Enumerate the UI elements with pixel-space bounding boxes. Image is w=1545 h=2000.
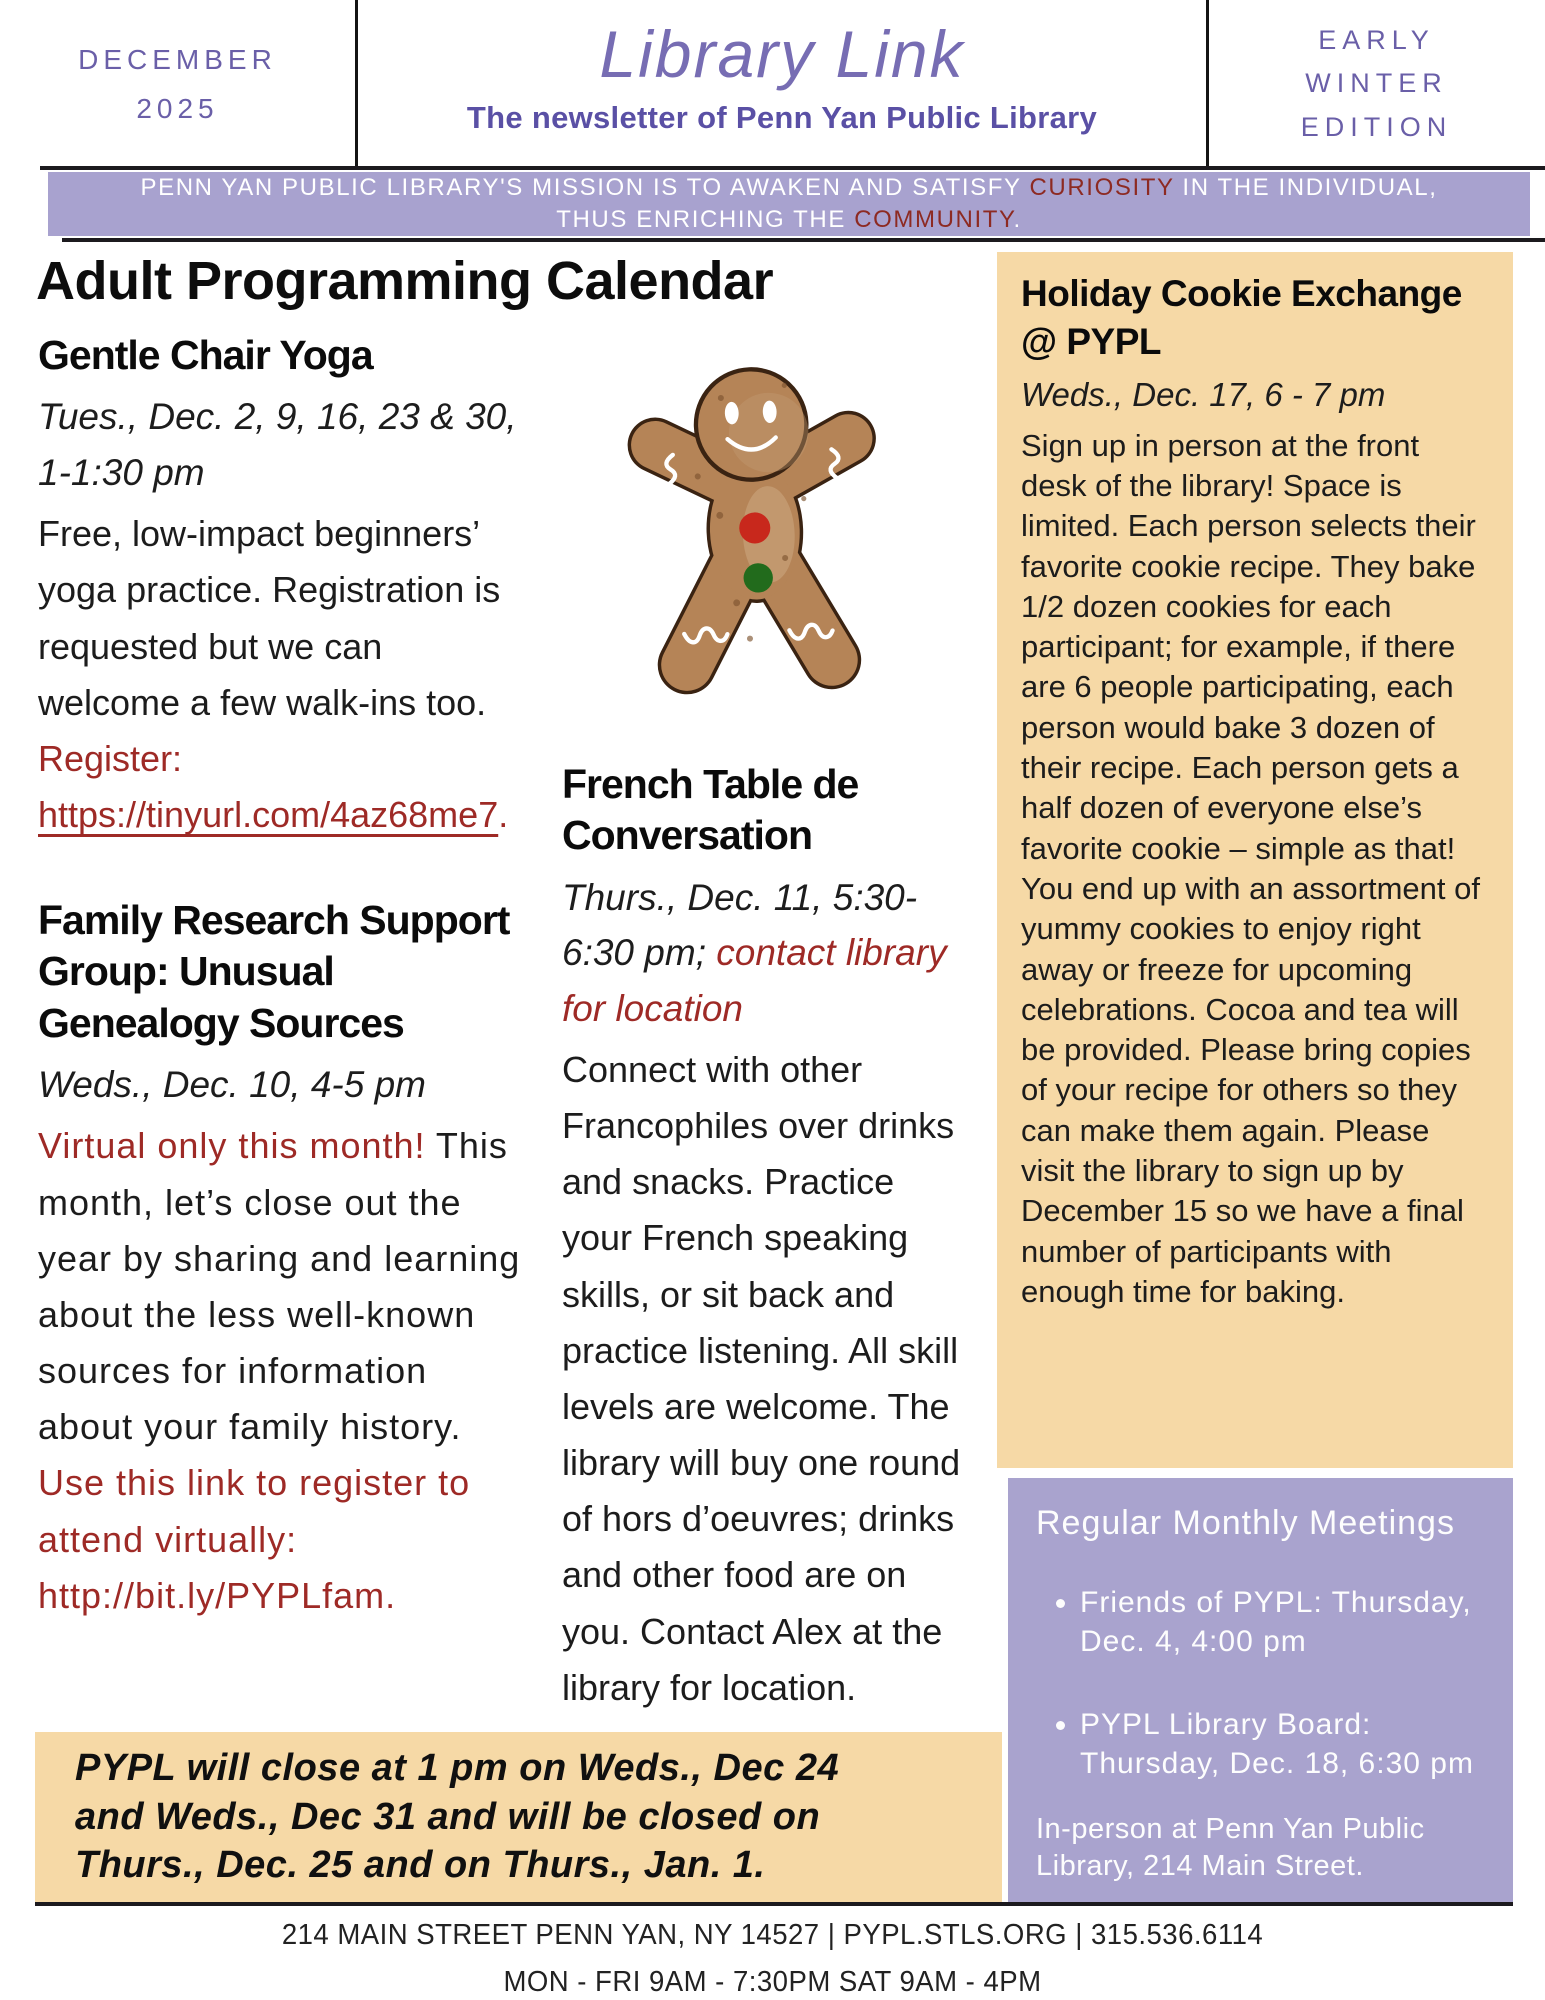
footer-hours-line: MON - FRI 9AM - 7:30PM SAT 9AM - 4PM xyxy=(503,1965,1042,1998)
event-schedule: Weds., Dec. 17, 6 - 7 pm xyxy=(1021,376,1386,414)
footer xyxy=(39,1912,1507,2000)
mission-line-1: PENN YAN PUBLIC LIBRARY'S MISSION IS TO AWAKEN AND SATISFY CURIOSITY IN THE INDIVIDUAL, xyxy=(140,174,1438,202)
register-label: Register: xyxy=(38,737,183,779)
event-title: Holiday Cookie Exchange @ PYPL xyxy=(1021,273,1462,363)
event-title: Gentle Chair Yoga xyxy=(38,332,373,378)
horizontal-rule-top xyxy=(40,166,1545,170)
holiday-closure-notice xyxy=(35,1732,1002,1902)
meeting-item: • PYPL Library Board: Thursday, Dec. 18, 6:30 pm xyxy=(1080,1705,1485,1783)
mission-highlight-curiosity: CURIOSITY xyxy=(1029,174,1175,202)
middle-column xyxy=(562,352,968,1768)
footer-address-line: 214 MAIN STREET PENN YAN, NY 14527 | PYPL.STLS.ORG | 315.536.6114 xyxy=(281,1919,1264,1951)
event-description: Sign up in person at the front desk of the library! Space is limited. Each person selects their favorite cookie recipe. They bake 1/2 dozen cookies for each participant; for example, if there are 6 people participating, each person would bake 3 dozen of their recipe. Each person gets a half dozen of everyone else’s favorite cookie – simple as that! You end up with an assortment of yummy cookies to enjoy right away or freeze for upcoming celebrations. Cocoa and tea will be provided. Please bring copies of your recipe for others so they can make them again. Please visit the library to sign up by December 15 so we have a final number of participants with enough time for baking. xyxy=(1021,427,1480,1309)
event-schedule: Weds., Dec. 10, 4-5 pm xyxy=(38,1063,426,1105)
meetings-title: Regular Monthly Meetings xyxy=(1036,1504,1455,1542)
mission-highlight-community: COMMUNITY xyxy=(854,206,1014,233)
meeting-item: • Friends of PYPL: Thursday, Dec. 4, 4:00 pm xyxy=(1080,1583,1485,1661)
horizontal-rule-footer xyxy=(35,1902,1513,1906)
event-french-table xyxy=(562,759,968,1716)
meetings-location-note: In-person at Penn Yan Public Library, 214 Main Street. xyxy=(1036,1812,1425,1883)
mission-banner xyxy=(48,172,1530,236)
event-schedule: Tues., Dec. 2, 9, 16, 23 & 30, 1-1:30 pm xyxy=(38,396,517,493)
event-description: Free, low-impact beginners’ yoga practice. Registration is requested but we can welcome a few walk-ins too. Register: https://tinyurl.com/4az68me7. xyxy=(38,513,509,836)
page-title: Adult Programming Calendar xyxy=(36,251,774,311)
header-title-cell xyxy=(358,0,1206,168)
left-column xyxy=(38,330,522,1676)
meetings-list xyxy=(1036,1583,1485,1783)
header-divider-left xyxy=(355,0,358,168)
newsletter-title: Library Link xyxy=(599,17,965,91)
location-note: contact library for location xyxy=(562,932,947,1029)
event-gentle-chair-yoga xyxy=(38,330,522,843)
event-description: Virtual only this month! This month, let’s close out the year by sharing and learning about the less well-known sources for information about your family history. Use this link to register to attend virtually: http://bit.ly/PYPLfam. xyxy=(38,1125,521,1616)
header-edition-cell xyxy=(1208,0,1545,168)
closure-line: Thurs., Dec. 25 and on Thurs., Jan. 1. xyxy=(75,1844,766,1887)
event-description: Connect with other Francophiles over drinks and snacks. Practice your French speaking skills, or sit back and practice listening. All skill levels are welcome. The library will buy one round of hors d’oeuvres; drinks and other food are on you. Contact Alex at the library for location. xyxy=(562,1049,961,1708)
event-family-research xyxy=(38,895,522,1624)
register-link[interactable]: https://tinyurl.com/4az68me7 xyxy=(38,794,499,836)
issue-date: DECEMBER 2025 xyxy=(78,44,277,124)
mission-line-2: THUS ENRICHING THE COMMUNITY. xyxy=(556,206,1022,233)
event-schedule: Thurs., Dec. 11, 5:30-6:30 pm; contact library for location xyxy=(562,876,947,1029)
closure-line: PYPL will close at 1 pm on Weds., Dec 24 xyxy=(75,1747,840,1790)
event-title: French Table de Conversation xyxy=(562,761,859,859)
register-cta: Use this link to register to attend virtually: xyxy=(38,1462,471,1560)
edition-label: EARLY WINTER EDITION xyxy=(1300,25,1453,142)
monthly-meetings-box xyxy=(1008,1478,1513,1902)
gingerbread-man-image xyxy=(590,352,920,697)
header-issue-date-cell xyxy=(0,0,355,168)
newsletter-subtitle: The newsletter of Penn Yan Public Library xyxy=(466,100,1098,135)
horizontal-rule-bottom xyxy=(62,238,1545,242)
header-divider-right xyxy=(1206,0,1209,168)
cookie-exchange-box xyxy=(997,252,1513,1468)
virtual-only-highlight: Virtual only this month! xyxy=(38,1125,426,1167)
family-register-link[interactable]: http://bit.ly/PYPLfam xyxy=(38,1574,386,1616)
event-title: Family Research Support Group: Unusual Genealogy Sources xyxy=(38,897,510,1046)
closure-line: and Weds., Dec 31 and will be closed on xyxy=(75,1795,821,1838)
